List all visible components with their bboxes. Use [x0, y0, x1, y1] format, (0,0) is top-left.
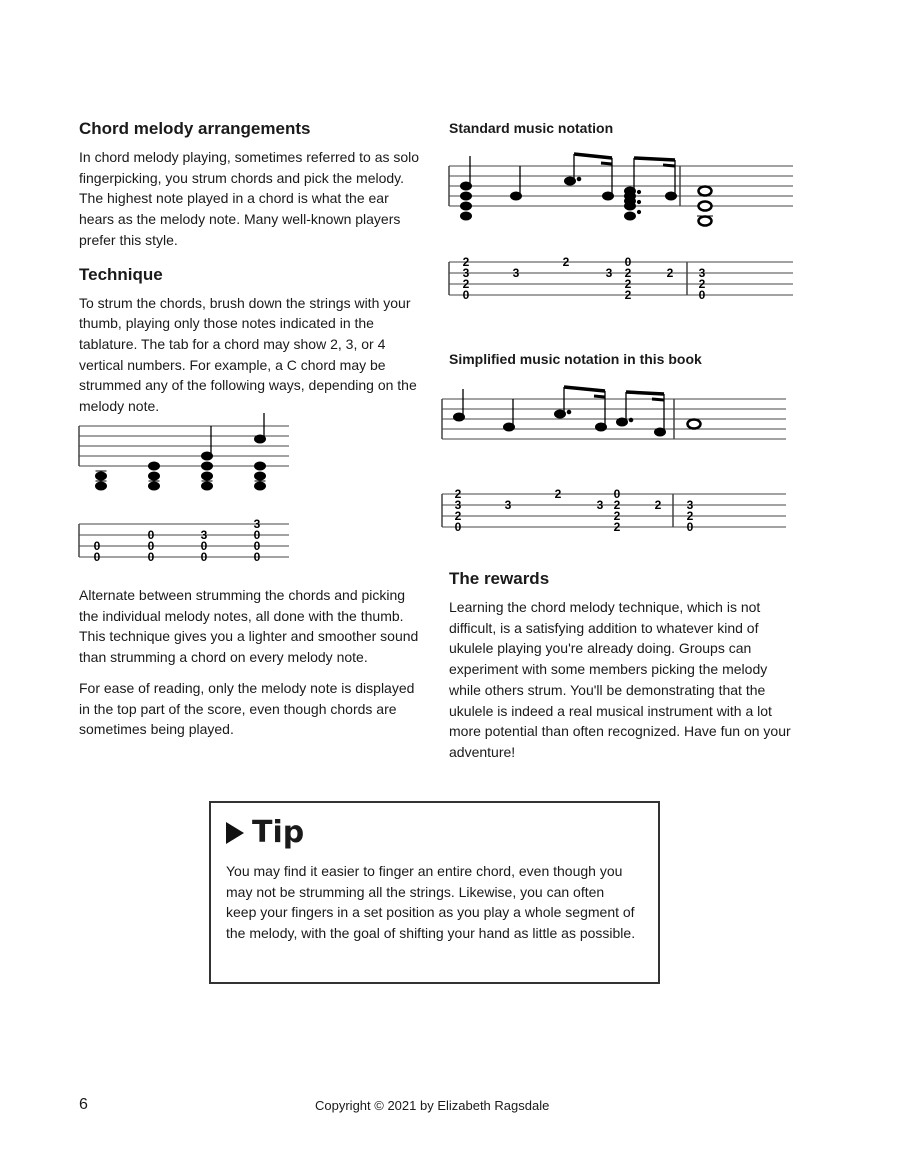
tab-digit: 2 — [686, 509, 694, 523]
standard-notation-tab — [449, 255, 794, 308]
tab-digit: 3 — [605, 266, 613, 280]
tab-digit: 2 — [613, 498, 621, 512]
tab-digit: 3 — [698, 266, 706, 280]
left-column-lower — [79, 585, 424, 740]
left-column — [79, 119, 424, 417]
tab-digit: 2 — [562, 255, 570, 269]
tab-digit: 0 — [698, 288, 706, 302]
tab-digit: 3 — [512, 266, 520, 280]
tab-digit: 2 — [454, 509, 462, 523]
heading-technique: Technique — [79, 264, 163, 284]
tab-digit: 2 — [654, 498, 662, 512]
heading-chord-melody: Chord melody arrangements — [79, 119, 311, 138]
tab-digit: 2 — [462, 277, 470, 291]
tip-box — [209, 801, 660, 984]
heading-rewards: The rewards — [449, 569, 550, 588]
tab-digit: 2 — [624, 277, 632, 291]
tab-digit: 2 — [554, 487, 562, 501]
tab-digit: 0 — [462, 288, 470, 302]
tab-digit: 2 — [624, 266, 632, 280]
tab-digit: 0 — [93, 539, 101, 553]
tab-digit: 3 — [253, 517, 261, 531]
tab-digit: 0 — [686, 520, 694, 534]
label-simplified-notation: Simplified music notation in this book — [449, 351, 702, 367]
tip-title-text: Tip — [252, 815, 305, 850]
tab-digit: 3 — [504, 498, 512, 512]
play-triangle-icon — [226, 822, 244, 844]
c-chord-tab — [79, 518, 294, 573]
tab-digit: 0 — [93, 550, 101, 564]
label-standard-notation: Standard music notation — [449, 120, 614, 136]
paragraph-intro: In chord melody playing, sometimes referred to as solo fingerpicking, you strum chords and pick the melody. The highest note played in a chord is what the ear hears as the melody note. Many well-known players prefer this style. — [79, 149, 420, 248]
tab-digit: 0 — [253, 528, 261, 542]
tab-digit: 0 — [613, 487, 621, 501]
tip-body: You may find it easier to finger an entire chord, even though you may not be strumming all the strings. Likewise, you can often keep your fingers in a set position as you play a whole segment of the melody, with the goal of shifting your hand as little as possible. — [226, 863, 636, 942]
tab-digit: 0 — [200, 539, 208, 553]
tab-digit: 0 — [253, 550, 261, 564]
tab-digit: 0 — [147, 528, 155, 542]
paragraph-reading: For ease of reading, only the melody note is displayed in the top part of the score, even though chords are sometimes being played. — [79, 679, 415, 738]
standard-notation-staff — [449, 150, 794, 235]
tab-digit: 2 — [613, 509, 621, 523]
rewards-section — [449, 569, 794, 763]
copyright: Copyright © 2021 by Elizabeth Ragsdale — [315, 1098, 550, 1113]
tab-digit: 0 — [454, 520, 462, 534]
tab-digit: 2 — [462, 255, 470, 269]
tab-digit: 3 — [686, 498, 694, 512]
paragraph-rewards: Learning the chord melody technique, which is not difficult, is a satisfying addition to whatever kind of ukulele playing you're already doing. Groups can experiment with some members picking the melody while others strum. You'll be demonstrating that the ukulele is indeed a real musical instrument with a lot more potential than often recognized. Have fun on your adventure! — [449, 599, 791, 760]
tab-digit: 2 — [666, 266, 674, 280]
c-chord-staff — [79, 415, 294, 495]
tab-digit: 0 — [200, 550, 208, 564]
tab-digit: 2 — [624, 288, 632, 302]
tab-digit: 0 — [253, 539, 261, 553]
simplified-notation-staff — [442, 383, 787, 448]
paragraph-alternate: Alternate between strumming the chords and picking the individual melody notes, all done with the thumb. This technique gives you a lighter and smoother sound than strumming a chord on every melody note. — [79, 587, 419, 666]
tab-digit: 2 — [613, 520, 621, 534]
paragraph-technique: To strum the chords, brush down the strings with your thumb, playing only those notes indicated in the tablature. The tab for a chord may show 2, 3, or 4 vertical numbers. For example, a C chord may be strummed any of the following ways, depending on the melody note. — [79, 294, 417, 415]
tab-digit: 3 — [200, 528, 208, 542]
tab-digit: 3 — [462, 266, 470, 280]
simplified-notation-tab — [442, 487, 787, 540]
page-number: 6 — [79, 1096, 88, 1113]
tab-digit: 0 — [624, 255, 632, 269]
tab-digit: 0 — [147, 539, 155, 553]
tab-digit: 2 — [698, 277, 706, 291]
tip-title — [226, 815, 304, 850]
tab-digit: 3 — [596, 498, 604, 512]
tab-digit: 3 — [454, 498, 462, 512]
tab-digit: 0 — [147, 550, 155, 564]
tab-digit: 2 — [454, 487, 462, 501]
